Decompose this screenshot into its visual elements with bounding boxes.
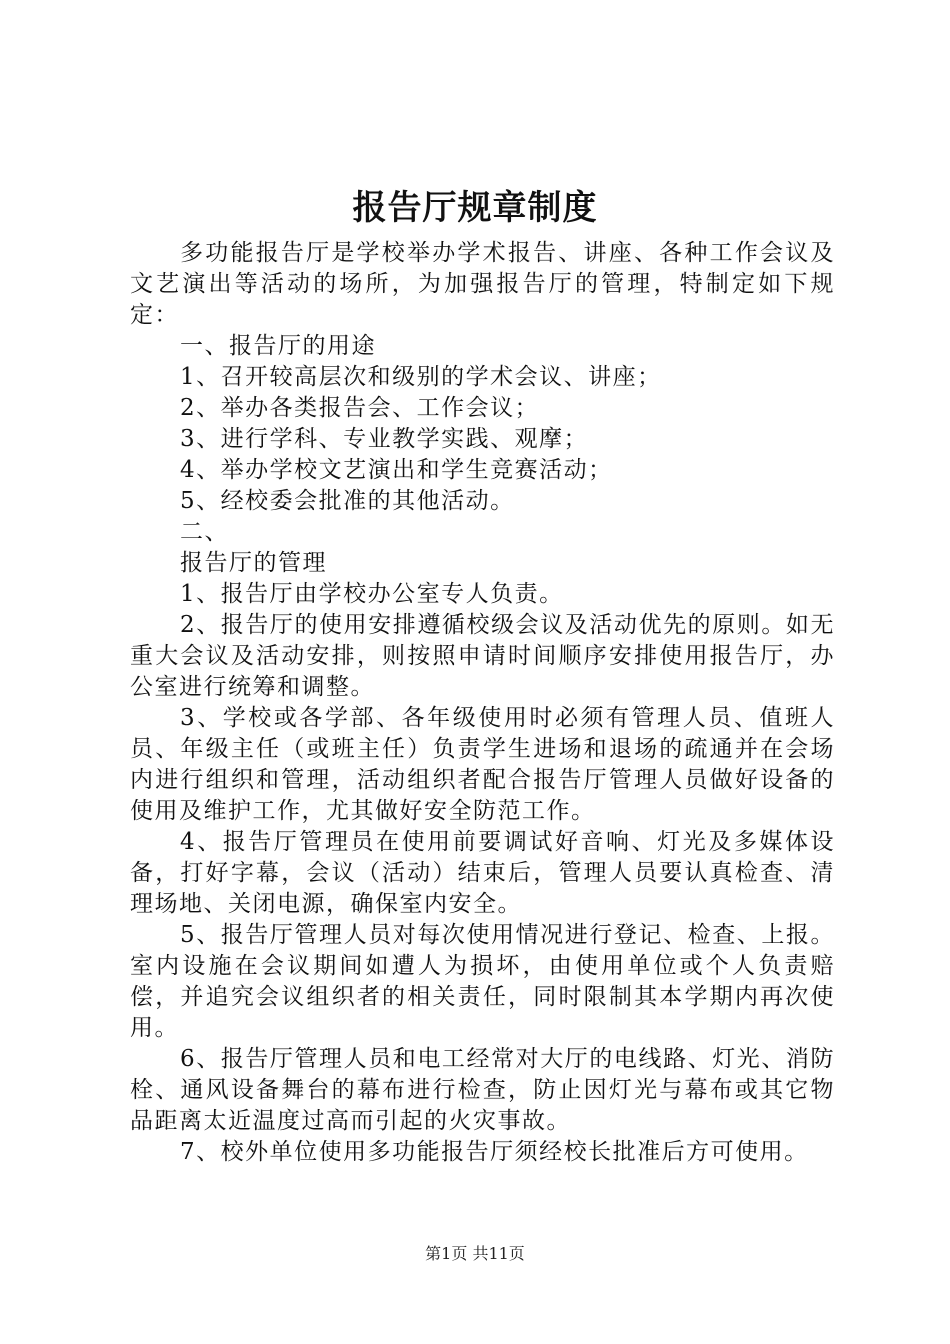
management-item-6: 6、报告厅管理人员和电工经常对大厅的电线路、灯光、消防栓、通风设备舞台的幕布进行检查，防止因灯光与幕布或其它物品距离太近温度过高而引起的火灾事故。 xyxy=(130,1046,835,1134)
purpose-item-2: 2、举办各类报告会、工作会议； xyxy=(180,395,540,421)
document-body xyxy=(130,238,835,1168)
page-footer: 第1页 共11页 xyxy=(425,1244,525,1263)
management-item-3: 3、学校或各学部、各年级使用时必须有管理人员、值班人员、年级主任（或班主任）负责学生进场和退场的疏通并在会场内进行组织和管理，活动组织者配合报告厅管理人员做好设备的使用及维护工作，尤其做好安全防范工作。 xyxy=(130,705,835,824)
purpose-item-3: 3、进行学科、专业教学实践、观摩； xyxy=(180,426,589,452)
management-item-5: 5、报告厅管理人员对每次使用情况进行登记、检查、上报。室内设施在会议期间如遭人为损坏，由使用单位或个人负责赔偿，并追究会议组织者的相关责任，同时限制其本学期内再次使用。 xyxy=(130,922,835,1041)
management-item-1: 1、报告厅由学校办公室专人负责。 xyxy=(180,581,564,607)
document-title: 报告厅规章制度 xyxy=(352,188,598,228)
purpose-item-4: 4、举办学校文艺演出和学生竞赛活动； xyxy=(180,457,613,483)
management-item-4: 4、报告厅管理员在使用前要调试好音响、灯光及多媒体设备，打好字幕，会议（活动）结束后，管理人员要认真检查、清理场地、关闭电源，确保室内安全。 xyxy=(130,829,835,917)
purpose-item-5: 5、经校委会批准的其他活动。 xyxy=(180,488,515,514)
purpose-item-1: 1、召开较高层次和级别的学术会议、讲座； xyxy=(180,364,662,390)
management-item-7: 7、校外单位使用多功能报告厅须经校长批准后方可使用。 xyxy=(180,1139,809,1165)
management-item-2: 2、报告厅的使用安排遵循校级会议及活动优先的原则。如无重大会议及活动安排，则按照申请时间顺序安排使用报告厅，办公室进行统筹和调整。 xyxy=(130,612,835,700)
section-heading-purpose: 一、报告厅的用途 xyxy=(180,333,376,359)
section-number-management: 二、 xyxy=(180,519,229,545)
section-heading-management: 报告厅的管理 xyxy=(180,550,327,576)
intro-paragraph: 多功能报告厅是学校举办学术报告、讲座、各种工作会议及文艺演出等活动的场所，为加强报告厅的管理，特制定如下规定： xyxy=(130,240,835,328)
